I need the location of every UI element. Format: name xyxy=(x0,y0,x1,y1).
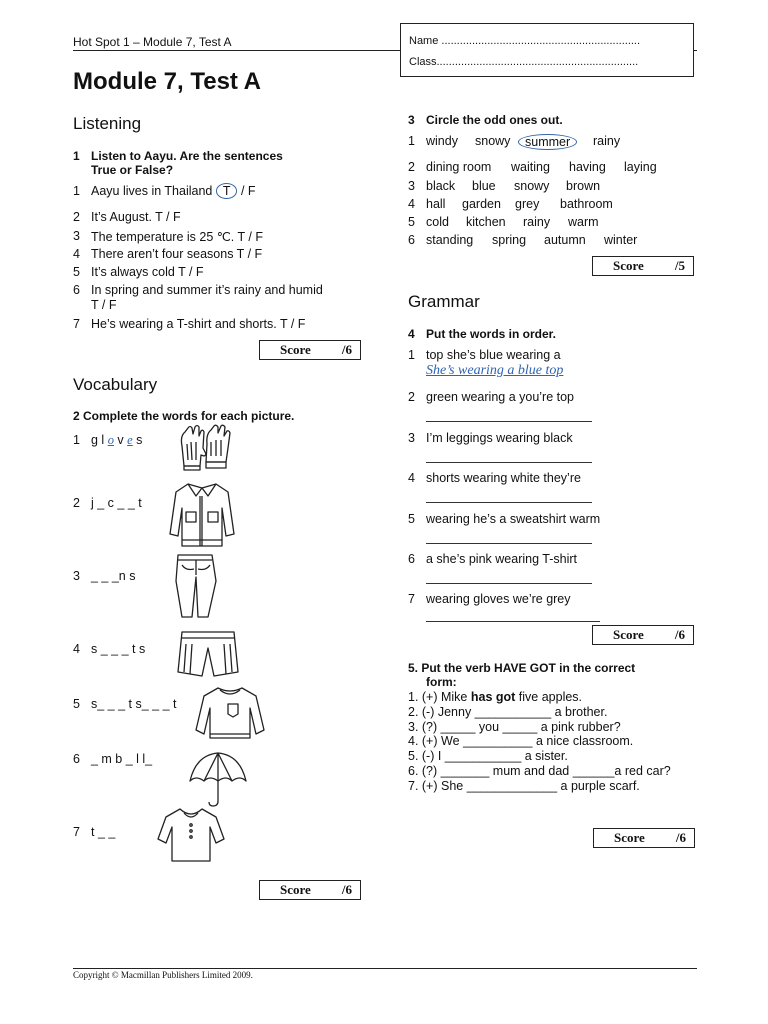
have-got-list xyxy=(408,690,671,794)
item-text: He’s wearing a T-shirt and shorts. T / F xyxy=(91,317,306,331)
item-text: In spring and summer it’s rainy and humid xyxy=(91,283,323,297)
item-number: 1 xyxy=(408,348,415,362)
jacket-icon xyxy=(166,478,238,550)
gloves-icon xyxy=(176,422,234,472)
word-option[interactable]: rainy xyxy=(523,215,551,229)
shorts-icon xyxy=(176,628,240,680)
item-number: 1 xyxy=(73,433,80,447)
word-option[interactable]: snowy xyxy=(475,134,511,148)
item-number: 3 xyxy=(73,569,80,583)
have-got-score-box xyxy=(593,828,695,848)
item-text: wearing gloves we’re grey xyxy=(426,592,571,606)
answer-line[interactable] xyxy=(426,621,600,622)
umbrella-icon xyxy=(186,749,250,809)
jeans-icon xyxy=(168,551,224,621)
item-text-part: v xyxy=(113,433,128,447)
word-option[interactable]: winter xyxy=(604,233,638,247)
item-text: It’s August. T / F xyxy=(91,210,181,224)
item-text: s_ _ _ t s_ _ _ t xyxy=(91,697,177,711)
answer-line[interactable] xyxy=(426,502,592,503)
item-text-pre: Aayu lives in Thailand xyxy=(91,184,216,198)
word-option[interactable]: warm xyxy=(568,215,599,229)
have-got-line: 2. (-) Jenny ___________ a brother. xyxy=(408,704,608,719)
handwritten-answer: She’s wearing a blue top xyxy=(426,363,564,378)
item-text: s _ _ _ t s xyxy=(91,642,146,656)
score-total: /6 xyxy=(674,627,685,642)
item-number: 4 xyxy=(73,642,80,656)
score-label: Score xyxy=(280,882,311,897)
item-number: 6 xyxy=(73,752,80,766)
listening-score-box xyxy=(259,340,361,360)
item-text: I’m leggings wearing black xyxy=(426,431,573,445)
have-got-line: 7. (+) She _____________ a purple scarf. xyxy=(408,778,640,793)
item-number: 6 xyxy=(408,552,415,566)
grammar-score-box xyxy=(592,625,694,645)
word-option[interactable]: snowy xyxy=(514,179,550,193)
item-number: 1 xyxy=(408,134,415,148)
item-number: 7 xyxy=(73,317,80,331)
footer-divider xyxy=(73,968,697,969)
item-text: The temperature is 25 ℃. T / F xyxy=(91,230,263,244)
grammar-heading: Grammar xyxy=(408,292,480,311)
item-number: 4 xyxy=(408,197,415,211)
word-option[interactable]: rainy xyxy=(593,134,621,148)
item-number: 4 xyxy=(408,471,415,485)
item-text: There aren’t four seasons T / F xyxy=(91,247,263,261)
task-text: Put the words in order. xyxy=(426,327,557,341)
word-option[interactable]: black xyxy=(426,179,456,193)
word-option[interactable]: spring xyxy=(492,233,527,247)
item-number: 7 xyxy=(408,592,415,606)
task-number: 3 xyxy=(408,113,415,127)
class-field[interactable]: Class.................................................................. xyxy=(409,56,639,68)
item-text: wearing he’s a sweatshirt warm xyxy=(426,512,601,526)
word-option[interactable]: waiting xyxy=(511,160,550,174)
task-number: 1 xyxy=(73,149,80,163)
copyright: Copyright © Macmillan Publishers Limited 2009. xyxy=(73,970,253,980)
task-line-1: Listen to Aayu. Are the sentences xyxy=(91,149,283,163)
task-number: 4 xyxy=(408,327,415,341)
item-text: It’s always cold T / F xyxy=(91,265,204,279)
word-option[interactable]: bathroom xyxy=(560,197,613,211)
word-option[interactable]: cold xyxy=(426,215,449,229)
word-option[interactable]: blue xyxy=(472,179,496,193)
example-answer: has got xyxy=(470,690,516,704)
have-got-line: 3. (?) _____ you _____ a pink rubber? xyxy=(408,719,621,734)
word-option[interactable]: standing xyxy=(426,233,474,247)
task-line-2: True or False? xyxy=(91,163,174,177)
item-number: 4 xyxy=(73,247,80,261)
item-number: 7 xyxy=(73,825,80,839)
top-icon xyxy=(156,805,226,865)
item-number: 2 xyxy=(408,390,415,404)
item-text-cont: T / F xyxy=(91,298,117,312)
word-option[interactable]: windy xyxy=(426,134,458,148)
item-text: shorts wearing white they’re xyxy=(426,471,581,485)
item-number: 5 xyxy=(73,697,80,711)
word-option[interactable]: having xyxy=(569,160,606,174)
task-line-1: 5. Put the verb HAVE GOT in the correct xyxy=(408,661,636,675)
item-text: green wearing a you’re top xyxy=(426,390,575,404)
word-option[interactable]: laying xyxy=(624,160,657,174)
item-number: 5 xyxy=(408,215,415,229)
answer-line[interactable] xyxy=(426,543,592,544)
item-text: t _ _ xyxy=(91,825,116,839)
word-option[interactable]: autumn xyxy=(544,233,586,247)
item-text: _ _ _n s xyxy=(91,569,136,583)
item-number: 6 xyxy=(408,233,415,247)
name-class-box xyxy=(400,23,694,77)
name-field[interactable]: Name ................................................................. xyxy=(409,35,641,47)
circled-answer: T xyxy=(216,183,238,199)
handwritten-letter: e xyxy=(127,433,133,447)
circled-word[interactable]: summer xyxy=(518,134,577,150)
answer-line[interactable] xyxy=(426,462,592,463)
score-total: /6 xyxy=(341,342,352,357)
have-got-line: 6. (?) _______ mum and dad ______a red car? xyxy=(408,763,671,778)
vocabulary-heading: Vocabulary xyxy=(73,375,158,394)
item-text: _ m b _ l l_ xyxy=(91,752,153,766)
task-text: Circle the odd ones out. xyxy=(426,113,563,127)
line-text: 1. (+) Mike xyxy=(408,690,471,704)
word-option[interactable]: grey xyxy=(515,197,540,211)
score-label: Score xyxy=(613,258,644,273)
item-text: top she’s blue wearing a xyxy=(426,348,561,362)
word-option[interactable]: garden xyxy=(462,197,501,211)
item-number: 2 xyxy=(73,210,80,224)
score-total: /5 xyxy=(674,258,685,273)
have-got-line xyxy=(408,690,671,705)
item-number: 1 xyxy=(73,184,80,198)
item-number: 5 xyxy=(408,512,415,526)
have-got-task xyxy=(408,661,635,689)
running-title: Hot Spot 1 – Module 7, Test A xyxy=(73,35,232,49)
listening-heading: Listening xyxy=(73,114,142,133)
item-text: a she’s pink wearing T-shirt xyxy=(426,552,578,566)
item-number: 3 xyxy=(408,431,415,445)
vocabulary-score-box xyxy=(259,880,361,900)
word-option[interactable]: dining room xyxy=(426,160,492,174)
word-option[interactable]: hall xyxy=(426,197,446,211)
vocabulary-task: 2 Complete the words for each picture. xyxy=(73,409,295,423)
item-number: 3 xyxy=(408,179,415,193)
handwritten-letter: o xyxy=(107,433,114,447)
have-got-line: 5. (-) I ___________ a sister. xyxy=(408,749,568,764)
task-line-2: form: xyxy=(426,675,457,689)
score-total: /6 xyxy=(675,830,686,845)
word-option[interactable]: kitchen xyxy=(466,215,506,229)
word-option[interactable]: brown xyxy=(566,179,601,193)
item-text: j _ c _ _ t xyxy=(91,496,142,510)
sweatshirt-icon xyxy=(194,684,266,742)
score-total: /6 xyxy=(341,882,352,897)
line-text: five apples. xyxy=(515,690,583,704)
item-text xyxy=(91,433,142,448)
item-text-part: s xyxy=(132,433,143,447)
item-number: 2 xyxy=(73,496,80,510)
have-got-line: 4. (+) We __________ a nice classroom. xyxy=(408,734,634,749)
odd-ones-score-box xyxy=(592,256,694,276)
page-title: Module 7, Test A xyxy=(73,68,262,95)
score-label: Score xyxy=(280,342,311,357)
answer-line[interactable] xyxy=(426,583,592,584)
item-text-post: / F xyxy=(237,184,256,198)
item-number: 2 xyxy=(408,160,415,174)
item-number: 5 xyxy=(73,265,80,279)
item-text-part: g l xyxy=(91,433,108,447)
item-number: 3 xyxy=(73,229,80,243)
item-text xyxy=(91,184,256,198)
score-label: Score xyxy=(614,830,645,845)
answer-line[interactable] xyxy=(426,421,592,422)
score-label: Score xyxy=(613,627,644,642)
item-number: 6 xyxy=(73,283,80,297)
